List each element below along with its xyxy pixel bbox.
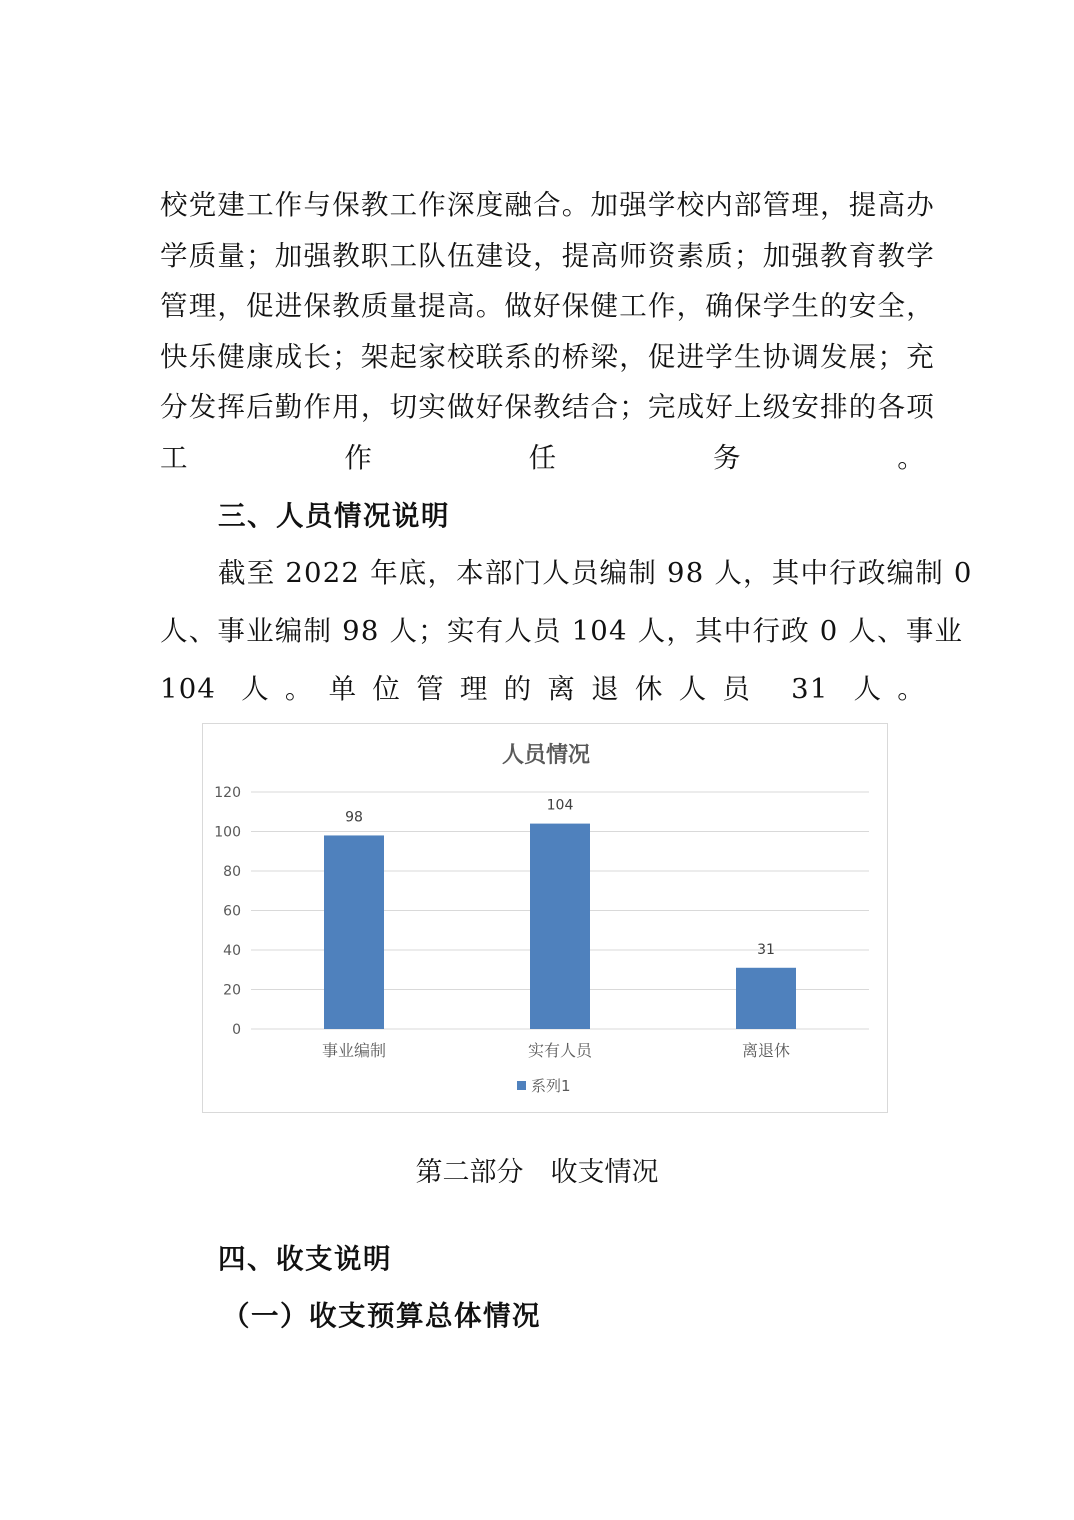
paragraph-line: 校党建工作与保教工作深度融合。加强学校内部管理，提高办 [160,189,935,221]
y-tick-label: 20 [223,982,241,999]
y-tick-label: 40 [223,943,241,959]
personnel-paragraph [160,544,973,718]
paragraph-line: 快乐健康成长；架起家校联系的桥梁，促进学生协调发展；充 [160,340,935,373]
bar [530,824,590,1029]
data-label: 104 [546,797,574,814]
y-tick-label: 0 [232,1022,241,1038]
intro-paragraph [160,180,935,483]
paragraph-line: 工作任务。 [160,441,926,474]
paragraph-line: 分发挥后勤作用，切实做好保教结合；完成好上级安排的各项 [160,391,935,423]
bar [324,835,384,1029]
data-label: 98 [345,809,363,826]
x-category-label: 实有人员 [527,1041,593,1060]
y-tick-label: 60 [223,903,241,920]
section-heading-personnel: 三、人员情况说明 [218,500,450,532]
legend-label: 系列1 [531,1077,571,1095]
data-label: 31 [757,941,775,958]
bar [736,968,796,1029]
legend-swatch [517,1081,526,1090]
part-title: 第二部分 收支情况 [415,1157,659,1188]
chart-title: 人员情况 [501,743,590,768]
y-tick-label: 100 [214,824,241,841]
paragraph-line: 人、事业编制 98 人；实有人员 104 人，其中行政 0 人、事业 [160,615,964,647]
section-heading-income-expenditure: 四、收支说明 [218,1243,392,1275]
paragraph-line: 学质量；加强教职工队伍建设，提高师资素质；加强教育教学 [160,239,935,272]
personnel-chart [202,723,888,1113]
x-category-label: 离退休 [741,1041,791,1060]
chart-plot [203,724,889,1114]
y-tick-label: 80 [223,864,241,880]
x-category-label: 事业编制 [321,1041,387,1060]
y-tick-label: 120 [214,785,241,801]
paragraph-line: 截至 2022 年底，本部门人员编制 98 人，其中行政编制 0 [218,557,973,589]
paragraph-line: 104 人。单位管理的离退休人员 31 人。 [160,673,926,705]
paragraph-line: 管理，促进保教质量提高。做好保健工作，确保学生的安全， [160,290,935,322]
subsection-heading-budget-overview: （一）收支预算总体情况 [222,1300,541,1332]
